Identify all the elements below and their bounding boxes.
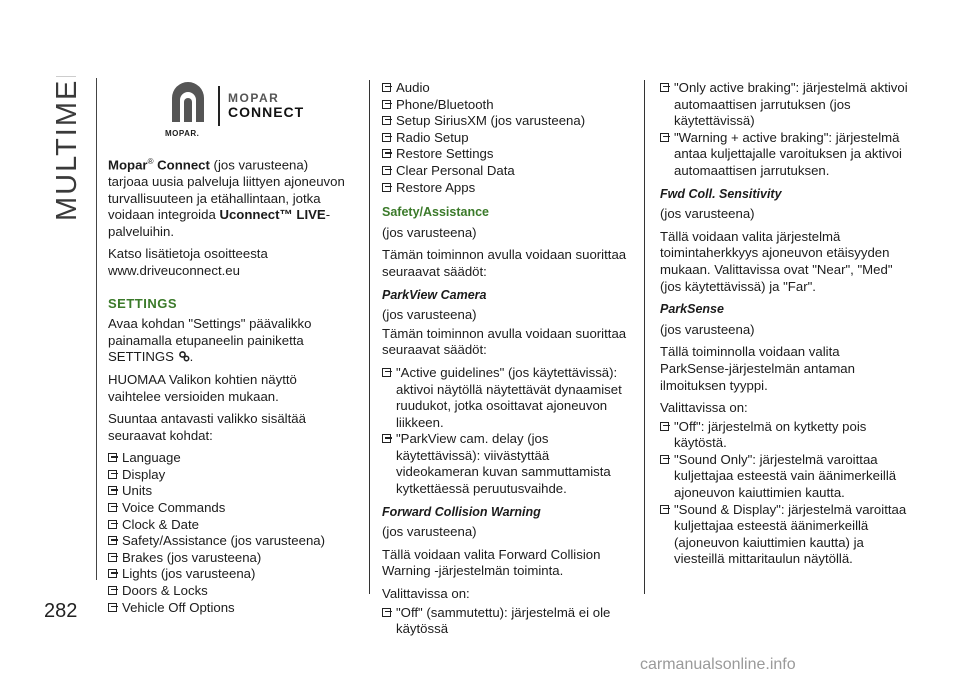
parksense-heading: ParkSense — [660, 302, 724, 317]
mopar-connect-logo — [160, 80, 348, 154]
list-item: Doors & Locks — [108, 583, 348, 600]
parkview-heading: ParkView Camera — [382, 287, 487, 302]
list-item: Units — [108, 483, 348, 500]
bullet-icon — [382, 368, 391, 377]
list-item: Display — [108, 467, 348, 484]
list-item: "ParkView cam. delay (jos käytettävissä): viivästyttää videokameran kuvan sammuttamista kytkettäessä peruutusvaihde. — [382, 431, 630, 497]
options-intro: Suuntaa antavasti valikko sisältää seuraavat kohdat: — [108, 411, 306, 443]
fcw-heading: Forward Collision Warning — [382, 504, 541, 519]
intro-end-text: -palveluihin. — [108, 207, 331, 239]
list-item: "Active guidelines" (jos käytettävissä): aktivoi näytöllä näytettävät dynaamiset ruudukot, jotka osoittavat ajoneuvon liikkeen. — [382, 365, 630, 431]
bullet-icon — [108, 553, 117, 562]
bullet-icon — [108, 603, 117, 612]
list-item: Language — [108, 450, 348, 467]
gear-icon — [178, 350, 190, 362]
bullet-icon — [108, 520, 117, 529]
bullet-icon — [660, 422, 669, 431]
mopar-m-icon — [168, 80, 208, 124]
parkview-optional: (jos varusteena) — [382, 307, 477, 323]
registered-mark: ® — [147, 157, 154, 166]
settings-menu-list-continued — [382, 80, 630, 196]
column-1 — [108, 80, 348, 616]
list-item: Clock & Date — [108, 517, 348, 534]
list-item: "Off" (sammutettu): järjestelmä ei ole käytössä — [382, 605, 630, 638]
list-item: Safety/Assistance (jos varusteena) — [108, 533, 348, 550]
fwd-sensitivity-optional: (jos varusteena) — [660, 206, 755, 222]
logo-line-2: CONNECT — [228, 104, 305, 120]
bullet-icon — [382, 149, 391, 158]
side-section-title-text: MULTIMEDIA — [51, 76, 83, 221]
safety-heading: Safety/Assistance — [382, 205, 490, 220]
settings-heading: SETTINGS — [108, 295, 178, 311]
bullet-icon — [382, 608, 391, 617]
list-item: "Off": järjestelmä on kytketty pois käytöstä. — [660, 419, 908, 452]
bullet-icon — [108, 586, 117, 595]
logo-line-1: MOPAR — [228, 91, 280, 105]
logo-divider — [218, 86, 220, 126]
parkview-description: Tämän toiminnon avulla voidaan suorittaa seuraavat säädöt: — [382, 325, 627, 358]
bullet-icon — [108, 536, 117, 545]
intro-text: (jos varusteena) tarjoaa uusia palveluja liittyen ajoneuvon turvallisuuteen ja etähallintaan, jotka voidaan integroida — [108, 157, 345, 223]
parkview-options-list — [382, 365, 630, 498]
list-item: Phone/Bluetooth — [382, 97, 630, 114]
settings-menu-list — [108, 450, 348, 616]
parksense-choices-intro: Valittavissa on: — [660, 400, 748, 416]
bullet-icon — [660, 133, 669, 142]
bullet-icon — [108, 453, 117, 462]
settings-instruction-end: . — [189, 349, 194, 365]
side-section-title — [40, 76, 90, 221]
fwd-sensitivity-description: Tällä voidaan valita järjestelmä toimintaherkkyys ajoneuvon etäisyyden mukaan. Valittavissa ovat "Near", "Med" (jos käytettävissä) ja "Far". — [660, 228, 893, 294]
more-info-paragraph: Katso lisätietoja osoitteesta www.driveuconnect.eu — [108, 246, 268, 278]
bullet-icon — [108, 470, 117, 479]
list-item: Setup SiriusXM (jos varusteena) — [382, 113, 630, 130]
bullet-icon — [382, 166, 391, 175]
settings-instruction: Avaa kohdan "Settings" päävalikko painamalla etupaneelin painiketta SETTINGS — [108, 316, 312, 365]
list-item: Voice Commands — [108, 500, 348, 517]
brand-text: Mopar — [108, 157, 148, 173]
list-item: Radio Setup — [382, 130, 630, 147]
uconnect-live-text: Uconnect™ LIVE — [219, 207, 326, 223]
bullet-icon — [382, 183, 391, 192]
bullet-icon — [382, 100, 391, 109]
list-item: Restore Settings — [382, 146, 630, 163]
bullet-icon — [108, 503, 117, 512]
side-rule — [96, 78, 97, 580]
list-item: Vehicle Off Options — [108, 600, 348, 617]
note-paragraph: HUOMAA Valikon kohtien näyttö vaihtelee versioiden mukaan. — [108, 371, 297, 404]
column-2 — [382, 80, 630, 638]
bullet-icon — [108, 486, 117, 495]
parksense-optional: (jos varusteena) — [660, 321, 755, 337]
bullet-icon — [660, 83, 669, 92]
list-item: "Warning + active braking": järjestelmä antaa kuljettajalle varoituksen ja aktivoi automaattisen jarrutuksen. — [660, 130, 908, 180]
fcw-options-list — [382, 605, 630, 638]
connect-text: Connect — [153, 157, 210, 173]
fwd-sensitivity-heading: Fwd Coll. Sensitivity — [660, 186, 782, 201]
list-item: "Only active braking": järjestelmä aktivoi automaattisen jarrutuksen (jos käytettävissä) — [660, 80, 908, 130]
bullet-icon — [660, 455, 669, 464]
logo-badge-text: MOPAR. — [165, 129, 200, 138]
bullet-icon — [108, 569, 117, 578]
bullet-icon — [660, 505, 669, 514]
column-divider — [644, 80, 645, 594]
bullet-icon — [382, 116, 391, 125]
column-3 — [660, 80, 908, 568]
safety-optional: (jos varusteena) — [382, 224, 477, 240]
list-item: Restore Apps — [382, 180, 630, 197]
bullet-icon — [382, 434, 391, 443]
list-item: Clear Personal Data — [382, 163, 630, 180]
settings-paragraph — [108, 316, 348, 366]
column-divider — [369, 80, 370, 594]
bullet-icon — [382, 83, 391, 92]
intro-paragraph — [108, 154, 348, 240]
fcw-choices-intro: Valittavissa on: — [382, 586, 470, 602]
safety-description: Tämän toiminnon avulla voidaan suorittaa seuraavat säädöt: — [382, 247, 627, 279]
fcw-description: Tällä voidaan valita Forward Collision Warning -järjestelmän toiminta. — [382, 546, 601, 579]
list-item: Brakes (jos varusteena) — [108, 550, 348, 567]
list-item: "Sound & Display": järjestelmä varoittaa kuljettajaa esteestä äänimerkeillä (ajoneuvon kaiuttimien kautta) ja viesteillä mittaritaulun näytöllä. — [660, 502, 908, 568]
list-item: Audio — [382, 80, 630, 97]
list-item: "Sound Only": järjestelmä varoittaa kuljettajaa esteestä vain äänimerkeillä ajoneuvon kaiuttimien kautta. — [660, 452, 908, 502]
parksense-options-list — [660, 419, 908, 568]
list-item: Lights (jos varusteena) — [108, 566, 348, 583]
page-number: 282 — [44, 600, 78, 622]
fcw-options-list-continued — [660, 80, 908, 180]
parksense-description: Tällä toiminnolla voidaan valita ParkSense-järjestelmän antaman ilmoituksen tyyppi. — [660, 344, 855, 393]
watermark: carmanualsonline.info — [640, 656, 796, 673]
bullet-icon — [382, 133, 391, 142]
fcw-optional: (jos varusteena) — [382, 524, 477, 540]
